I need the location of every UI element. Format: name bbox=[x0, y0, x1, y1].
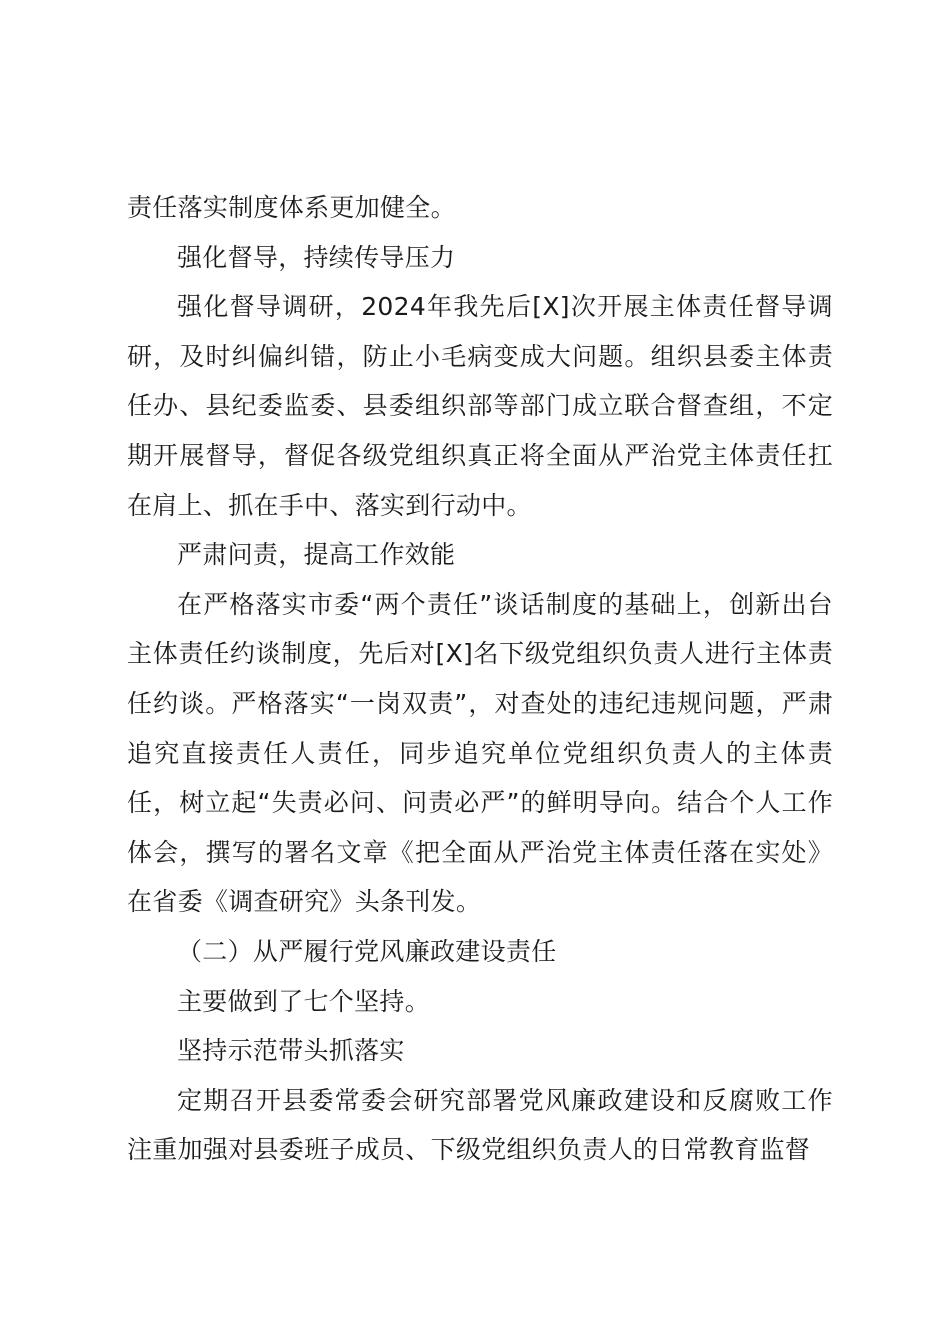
subheading-supervision: 强化督导，持续传导压力 bbox=[177, 242, 456, 272]
paragraph-continuation: 责任落实制度体系更加健全。 bbox=[127, 193, 456, 222]
section-heading-2: （二）从严履行党风廉政建设责任 bbox=[177, 936, 557, 966]
paragraph-meetings: 定期召开县委常委会研究部署党风廉政建设和反腐败工作注重加强对县委班子成员、下级党组织负责人的日常教育监督 bbox=[127, 1085, 833, 1165]
subheading-example: 坚持示范带头抓落实 bbox=[177, 1036, 405, 1066]
paragraph-supervision: 强化督导调研，2024年我先后[X]次开展主体责任督导调研，及时纠偏纠错，防止小毛病变成大问题。组织县委主体责任办、县纪委监委、县委组织部等部门成立联合督查组，不定期开展督导，督促各级党组织真正将全面从严治党主体责任扛在肩上、抓在手中、落实到行动中。 bbox=[127, 292, 833, 520]
document-body bbox=[127, 183, 833, 1175]
subheading-accountability: 严肃问责，提高工作效能 bbox=[177, 540, 456, 570]
paragraph-accountability: 在严格落实市委“两个责任”谈话制度的基础上，创新出台主体责任约谈制度，先后对[X]名下级党组织负责人进行主体责任约谈。严格落实“一岗双责”，对查处的违纪违规问题，严肃追究直接责任人责任，同步追究单位党组织负责人的主体责任，树立起“失责必问、问责必严”的鲜明导向。结合个人工作体会，撰写的署名文章《把全面从严治党主体责任落在实处》在省委《调查研究》头条刊发。 bbox=[127, 589, 833, 917]
paragraph-summary: 主要做到了七个坚持。 bbox=[177, 986, 431, 1016]
